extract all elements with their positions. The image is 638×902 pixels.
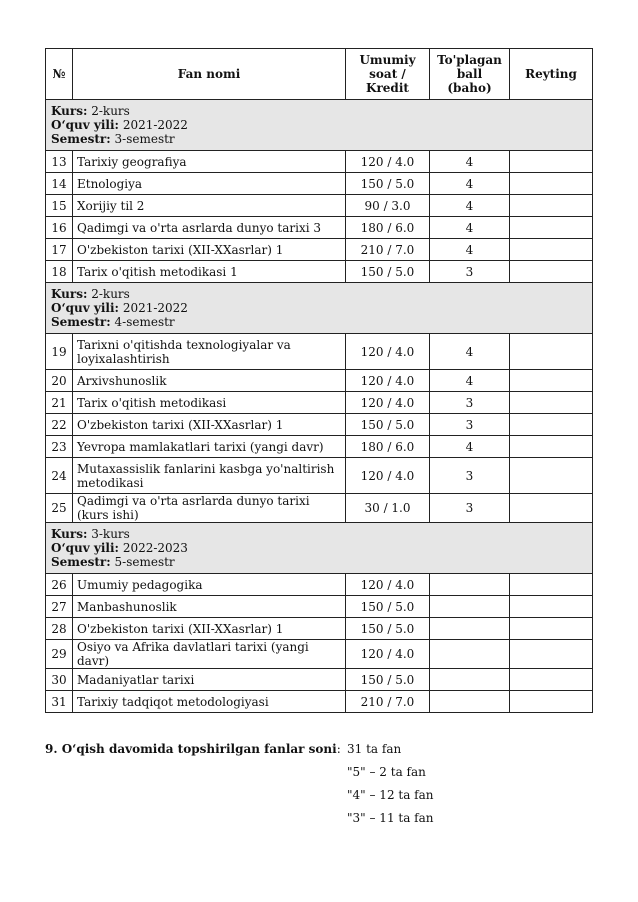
table-row	[46, 618, 593, 640]
course-label: Kurs:	[51, 527, 88, 541]
summary-label-text: 9. O‘qish davomida topshirilgan fanlar soni	[45, 742, 337, 756]
row-number-cell: 17	[46, 239, 73, 261]
table-row	[46, 414, 593, 436]
table-row	[46, 596, 593, 618]
table-row	[46, 173, 593, 195]
subject-name-cell: Tarix o'qitish metodikasi 1	[73, 261, 346, 283]
course-value: 2-kurs	[91, 104, 130, 118]
subject-name-cell: Tarixiy geografiya	[73, 151, 346, 173]
table-row	[46, 392, 593, 414]
summary-total: 31 ta fan	[347, 742, 402, 756]
table-row	[46, 458, 593, 494]
summary-label	[45, 742, 341, 756]
header-subject-name: Fan nomi	[73, 49, 346, 100]
summary-grade-4: "4" – 12 ta fan	[347, 788, 434, 802]
score-cell	[430, 574, 510, 596]
academic-year-line	[51, 118, 587, 132]
summary-grade-3: "3" – 11 ta fan	[347, 811, 434, 825]
course-line	[51, 104, 587, 118]
row-number-cell: 31	[46, 691, 73, 713]
header-hours-credit: Umumiy soat / Kredit	[346, 49, 430, 100]
hours-credit-cell: 120 / 4.0	[346, 370, 430, 392]
header-score: To'plagan ball (baho)	[430, 49, 510, 100]
score-cell: 4	[430, 436, 510, 458]
row-number-cell: 21	[46, 392, 73, 414]
hours-credit-cell: 120 / 4.0	[346, 334, 430, 370]
summary-section	[45, 742, 605, 852]
score-cell: 4	[430, 370, 510, 392]
semester-label: Semestr:	[51, 132, 111, 146]
rating-cell	[510, 494, 593, 523]
course-line	[51, 527, 587, 541]
academic-year-value: 2021-2022	[122, 118, 188, 132]
hours-credit-cell: 150 / 5.0	[346, 596, 430, 618]
hours-credit-cell: 150 / 5.0	[346, 414, 430, 436]
semester-value: 3-semestr	[114, 132, 175, 146]
course-label: Kurs:	[51, 104, 88, 118]
course-value: 2-kurs	[91, 287, 130, 301]
row-number-cell: 15	[46, 195, 73, 217]
rating-cell	[510, 173, 593, 195]
subject-name-cell: Umumiy pedagogika	[73, 574, 346, 596]
score-cell	[430, 691, 510, 713]
score-cell	[430, 669, 510, 691]
subject-name-cell: Osiyo va Afrika davlatlari tarixi (yangi davr)	[73, 640, 346, 669]
subject-name-cell: Tarixiy tadqiqot metodologiyasi	[73, 691, 346, 713]
score-cell	[430, 640, 510, 669]
table-row	[46, 151, 593, 173]
rating-cell	[510, 691, 593, 713]
summary-lines	[347, 742, 434, 834]
rating-cell	[510, 370, 593, 392]
rating-cell	[510, 334, 593, 370]
rating-cell	[510, 640, 593, 669]
rating-cell	[510, 458, 593, 494]
row-number-cell: 22	[46, 414, 73, 436]
row-number-cell: 13	[46, 151, 73, 173]
hours-credit-cell: 120 / 4.0	[346, 151, 430, 173]
rating-cell	[510, 669, 593, 691]
rating-cell	[510, 151, 593, 173]
semester-label: Semestr:	[51, 315, 111, 329]
header-num: №	[46, 49, 73, 100]
subject-name-cell: Qadimgi va o'rta asrlarda dunyo tarixi 3	[73, 217, 346, 239]
score-cell	[430, 596, 510, 618]
subject-name-cell: Etnologiya	[73, 173, 346, 195]
semester-line	[51, 315, 587, 329]
row-number-cell: 29	[46, 640, 73, 669]
subject-name-cell: O'zbekiston tarixi (XII-XXasrlar) 1	[73, 618, 346, 640]
academic-year-label: O‘quv yili:	[51, 541, 119, 555]
semester-value: 4-semestr	[114, 315, 175, 329]
table-row	[46, 217, 593, 239]
score-cell: 3	[430, 458, 510, 494]
subject-name-cell: Yevropa mamlakatlari tarixi (yangi davr)	[73, 436, 346, 458]
score-cell: 4	[430, 239, 510, 261]
semester-label: Semestr:	[51, 555, 111, 569]
academic-year-value: 2022-2023	[122, 541, 188, 555]
row-number-cell: 18	[46, 261, 73, 283]
hours-credit-cell: 150 / 5.0	[346, 618, 430, 640]
semester-line	[51, 132, 587, 146]
summary-label-colon: :	[336, 742, 341, 756]
hours-credit-cell: 30 / 1.0	[346, 494, 430, 523]
subject-name-cell: Qadimgi va o'rta asrlarda dunyo tarixi (kurs ishi)	[73, 494, 346, 523]
semester-group-info	[46, 283, 593, 334]
semester-line	[51, 555, 587, 569]
subject-name-cell: O'zbekiston tarixi (XII-XXasrlar) 1	[73, 239, 346, 261]
academic-year-value: 2021-2022	[122, 301, 188, 315]
course-line	[51, 287, 587, 301]
grades-table	[45, 48, 593, 713]
rating-cell	[510, 239, 593, 261]
subject-name-cell: Mutaxassislik fanlarini kasbga yo'naltirish metodikasi	[73, 458, 346, 494]
table-row	[46, 195, 593, 217]
hours-credit-cell: 150 / 5.0	[346, 669, 430, 691]
header-row	[46, 49, 593, 100]
score-cell: 3	[430, 414, 510, 436]
row-number-cell: 25	[46, 494, 73, 523]
table-row	[46, 691, 593, 713]
hours-credit-cell: 90 / 3.0	[346, 195, 430, 217]
subject-name-cell: Madaniyatlar tarixi	[73, 669, 346, 691]
row-number-cell: 23	[46, 436, 73, 458]
academic-year-line	[51, 541, 587, 555]
hours-credit-cell: 210 / 7.0	[346, 691, 430, 713]
rating-cell	[510, 414, 593, 436]
rating-cell	[510, 195, 593, 217]
table-row	[46, 640, 593, 669]
academic-year-label: O‘quv yili:	[51, 118, 119, 132]
row-number-cell: 24	[46, 458, 73, 494]
table-row	[46, 370, 593, 392]
summary-grade-5: "5" – 2 ta fan	[347, 765, 426, 779]
table-row	[46, 669, 593, 691]
score-cell: 4	[430, 217, 510, 239]
hours-credit-cell: 120 / 4.0	[346, 640, 430, 669]
rating-cell	[510, 574, 593, 596]
hours-credit-cell: 180 / 6.0	[346, 436, 430, 458]
course-value: 3-kurs	[91, 527, 130, 541]
row-number-cell: 19	[46, 334, 73, 370]
subject-name-cell: Arxivshunoslik	[73, 370, 346, 392]
semester-group-info	[46, 523, 593, 574]
grades-body	[46, 100, 593, 713]
row-number-cell: 27	[46, 596, 73, 618]
hours-credit-cell: 120 / 4.0	[346, 392, 430, 414]
row-number-cell: 30	[46, 669, 73, 691]
table-row	[46, 574, 593, 596]
score-cell	[430, 618, 510, 640]
table-row	[46, 239, 593, 261]
row-number-cell: 28	[46, 618, 73, 640]
hours-credit-cell: 180 / 6.0	[346, 217, 430, 239]
hours-credit-cell: 120 / 4.0	[346, 574, 430, 596]
score-cell: 4	[430, 195, 510, 217]
semester-group-header	[46, 523, 593, 574]
header-rating: Reyting	[510, 49, 593, 100]
semester-value: 5-semestr	[114, 555, 175, 569]
table-row	[46, 261, 593, 283]
rating-cell	[510, 436, 593, 458]
subject-name-cell: O'zbekiston tarixi (XII-XXasrlar) 1	[73, 414, 346, 436]
score-cell: 3	[430, 494, 510, 523]
rating-cell	[510, 217, 593, 239]
semester-group-header	[46, 283, 593, 334]
academic-year-line	[51, 301, 587, 315]
row-number-cell: 20	[46, 370, 73, 392]
rating-cell	[510, 392, 593, 414]
score-cell: 4	[430, 151, 510, 173]
table-row	[46, 494, 593, 523]
score-cell: 4	[430, 173, 510, 195]
subject-name-cell: Tarixni o'qitishda texnologiyalar va loyixalashtirish	[73, 334, 346, 370]
row-number-cell: 26	[46, 574, 73, 596]
hours-credit-cell: 120 / 4.0	[346, 458, 430, 494]
semester-group-header	[46, 100, 593, 151]
semester-group-info	[46, 100, 593, 151]
subject-name-cell: Tarix o'qitish metodikasi	[73, 392, 346, 414]
subject-name-cell: Xorijiy til 2	[73, 195, 346, 217]
subject-name-cell: Manbashunoslik	[73, 596, 346, 618]
score-cell: 4	[430, 334, 510, 370]
rating-cell	[510, 618, 593, 640]
academic-year-label: O‘quv yili:	[51, 301, 119, 315]
score-cell: 3	[430, 261, 510, 283]
row-number-cell: 16	[46, 217, 73, 239]
hours-credit-cell: 150 / 5.0	[346, 261, 430, 283]
hours-credit-cell: 150 / 5.0	[346, 173, 430, 195]
score-cell: 3	[430, 392, 510, 414]
hours-credit-cell: 210 / 7.0	[346, 239, 430, 261]
table-row	[46, 334, 593, 370]
rating-cell	[510, 261, 593, 283]
rating-cell	[510, 596, 593, 618]
course-label: Kurs:	[51, 287, 88, 301]
table-row	[46, 436, 593, 458]
row-number-cell: 14	[46, 173, 73, 195]
